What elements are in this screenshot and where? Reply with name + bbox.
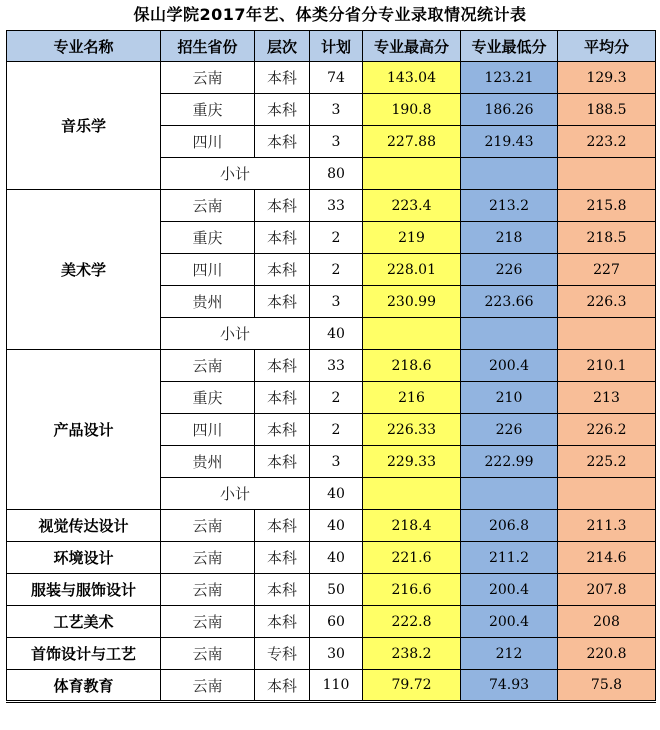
max-score-cell: 228.01: [363, 254, 461, 286]
subtotal-plan-cell: 80: [310, 158, 363, 190]
plan-cell: 2: [310, 254, 363, 286]
max-score-cell: 238.2: [363, 638, 461, 670]
major-name-cell: 环境设计: [7, 542, 161, 574]
major-name-cell: 工艺美术: [7, 606, 161, 638]
avg-score-cell: 208: [558, 606, 656, 638]
max-score-cell: 221.6: [363, 542, 461, 574]
level-cell: 本科: [255, 574, 310, 606]
avg-score-cell: 213: [558, 382, 656, 414]
level-cell: 本科: [255, 222, 310, 254]
min-score-cell: [461, 158, 558, 190]
avg-score-cell: 210.1: [558, 350, 656, 382]
province-cell: 云南: [161, 574, 255, 606]
province-cell: 云南: [161, 542, 255, 574]
max-score-cell: 223.4: [363, 190, 461, 222]
level-cell: 本科: [255, 510, 310, 542]
max-score-cell: 230.99: [363, 286, 461, 318]
subtotal-plan-cell: 40: [310, 478, 363, 510]
min-score-cell: 210: [461, 382, 558, 414]
table-row: [7, 574, 656, 606]
min-score-cell: 123.21: [461, 62, 558, 94]
major-name-cell: 首饰设计与工艺: [7, 638, 161, 670]
min-score-cell: 222.99: [461, 446, 558, 478]
plan-cell: 2: [310, 222, 363, 254]
major-name-cell: 服装与服饰设计: [7, 574, 161, 606]
province-cell: 云南: [161, 606, 255, 638]
level-cell: 本科: [255, 446, 310, 478]
province-cell: 贵州: [161, 286, 255, 318]
avg-score-cell: [558, 158, 656, 190]
table-row: [7, 638, 656, 670]
avg-score-cell: 75.8: [558, 670, 656, 702]
plan-cell: 2: [310, 414, 363, 446]
level-cell: 本科: [255, 382, 310, 414]
avg-score-cell: 225.2: [558, 446, 656, 478]
header-max-score: 专业最高分: [363, 31, 461, 62]
min-score-cell: 200.4: [461, 574, 558, 606]
header-plan: 计划: [310, 31, 363, 62]
major-name-cell: 美术学: [7, 190, 161, 350]
province-cell: 云南: [161, 510, 255, 542]
province-cell: 四川: [161, 254, 255, 286]
min-score-cell: 186.26: [461, 94, 558, 126]
level-cell: 本科: [255, 94, 310, 126]
major-name-cell: 产品设计: [7, 350, 161, 510]
max-score-cell: 229.33: [363, 446, 461, 478]
min-score-cell: [461, 318, 558, 350]
subtotal-label: 小计: [161, 478, 310, 510]
table-row: [7, 606, 656, 638]
avg-score-cell: 227: [558, 254, 656, 286]
level-cell: 本科: [255, 414, 310, 446]
max-score-cell: 216.6: [363, 574, 461, 606]
min-score-cell: 200.4: [461, 606, 558, 638]
max-score-cell: [363, 158, 461, 190]
max-score-cell: 216: [363, 382, 461, 414]
table-title: 保山学院2017年艺、体类分省分专业录取情况统计表: [133, 5, 527, 24]
subtotal-label: 小计: [161, 318, 310, 350]
province-cell: 四川: [161, 414, 255, 446]
header-row: [7, 31, 656, 62]
plan-cell: 40: [310, 542, 363, 574]
plan-cell: 33: [310, 190, 363, 222]
min-score-cell: 226: [461, 254, 558, 286]
avg-score-cell: 220.8: [558, 638, 656, 670]
plan-cell: 74: [310, 62, 363, 94]
admission-stats-table: [6, 30, 656, 703]
min-score-cell: 213.2: [461, 190, 558, 222]
max-score-cell: [363, 478, 461, 510]
header-min-score: 专业最低分: [461, 31, 558, 62]
province-cell: 云南: [161, 638, 255, 670]
province-cell: 重庆: [161, 94, 255, 126]
major-name-cell: 视觉传达设计: [7, 510, 161, 542]
max-score-cell: 218.6: [363, 350, 461, 382]
plan-cell: 40: [310, 510, 363, 542]
avg-score-cell: 215.8: [558, 190, 656, 222]
table-body: [7, 62, 656, 702]
province-cell: 云南: [161, 350, 255, 382]
avg-score-cell: 207.8: [558, 574, 656, 606]
plan-cell: 33: [310, 350, 363, 382]
subtotal-plan-cell: 40: [310, 318, 363, 350]
table-row: [7, 542, 656, 574]
level-cell: 本科: [255, 350, 310, 382]
plan-cell: 60: [310, 606, 363, 638]
province-cell: 贵州: [161, 446, 255, 478]
header-avg-score: 平均分: [558, 31, 656, 62]
avg-score-cell: 218.5: [558, 222, 656, 254]
level-cell: 本科: [255, 606, 310, 638]
subtotal-label: 小计: [161, 158, 310, 190]
plan-cell: 50: [310, 574, 363, 606]
plan-cell: 3: [310, 446, 363, 478]
avg-score-cell: [558, 318, 656, 350]
avg-score-cell: 211.3: [558, 510, 656, 542]
table-row: [7, 350, 656, 382]
min-score-cell: 211.2: [461, 542, 558, 574]
level-cell: 本科: [255, 254, 310, 286]
max-score-cell: [363, 318, 461, 350]
min-score-cell: 212: [461, 638, 558, 670]
table-row: [7, 670, 656, 702]
avg-score-cell: 223.2: [558, 126, 656, 158]
max-score-cell: 227.88: [363, 126, 461, 158]
level-cell: 本科: [255, 286, 310, 318]
plan-cell: 2: [310, 382, 363, 414]
province-cell: 云南: [161, 62, 255, 94]
header-level: 层次: [255, 31, 310, 62]
province-cell: 重庆: [161, 222, 255, 254]
max-score-cell: 226.33: [363, 414, 461, 446]
major-name-cell: 体育教育: [7, 670, 161, 702]
max-score-cell: 222.8: [363, 606, 461, 638]
table-row: [7, 190, 656, 222]
level-cell: 专科: [255, 638, 310, 670]
plan-cell: 110: [310, 670, 363, 702]
avg-score-cell: 129.3: [558, 62, 656, 94]
level-cell: 本科: [255, 62, 310, 94]
major-name-cell: 音乐学: [7, 62, 161, 190]
province-cell: 重庆: [161, 382, 255, 414]
min-score-cell: 218: [461, 222, 558, 254]
province-cell: 云南: [161, 190, 255, 222]
min-score-cell: 219.43: [461, 126, 558, 158]
avg-score-cell: 214.6: [558, 542, 656, 574]
plan-cell: 3: [310, 286, 363, 318]
min-score-cell: 206.8: [461, 510, 558, 542]
level-cell: 本科: [255, 670, 310, 702]
province-cell: 云南: [161, 670, 255, 702]
level-cell: 本科: [255, 542, 310, 574]
min-score-cell: 200.4: [461, 350, 558, 382]
min-score-cell: 223.66: [461, 286, 558, 318]
avg-score-cell: [558, 478, 656, 510]
min-score-cell: [461, 478, 558, 510]
plan-cell: 30: [310, 638, 363, 670]
level-cell: 本科: [255, 190, 310, 222]
avg-score-cell: 188.5: [558, 94, 656, 126]
plan-cell: 3: [310, 94, 363, 126]
max-score-cell: 143.04: [363, 62, 461, 94]
min-score-cell: 74.93: [461, 670, 558, 702]
max-score-cell: 218.4: [363, 510, 461, 542]
header-province: 招生省份: [161, 31, 255, 62]
max-score-cell: 190.8: [363, 94, 461, 126]
table-row: [7, 62, 656, 94]
avg-score-cell: 226.2: [558, 414, 656, 446]
header-major: 专业名称: [7, 31, 161, 62]
table-row: [7, 510, 656, 542]
province-cell: 四川: [161, 126, 255, 158]
plan-cell: 3: [310, 126, 363, 158]
avg-score-cell: 226.3: [558, 286, 656, 318]
max-score-cell: 219: [363, 222, 461, 254]
min-score-cell: 226: [461, 414, 558, 446]
max-score-cell: 79.72: [363, 670, 461, 702]
level-cell: 本科: [255, 126, 310, 158]
